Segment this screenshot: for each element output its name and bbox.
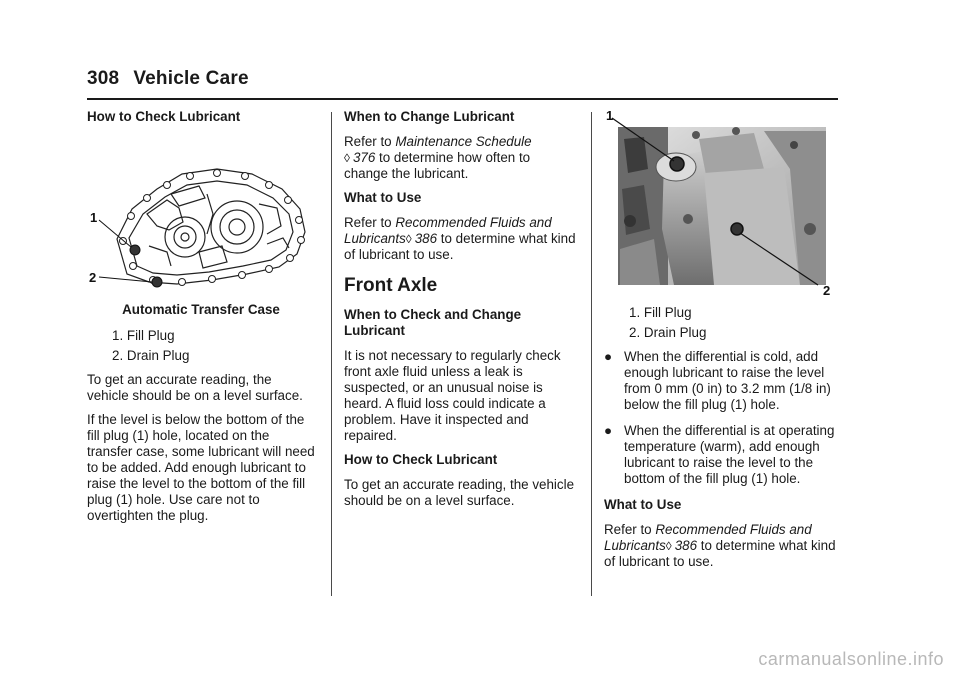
column-middle [344, 109, 576, 517]
heading-when-to-change: When to Change Lubricant [344, 109, 515, 124]
heading-what-to-use: What to Use [344, 190, 422, 205]
page-header [87, 68, 249, 90]
heading-how-to-check: How to Check Lubricant [344, 452, 498, 467]
page-ref[interactable]: 386 [674, 538, 698, 553]
list-item: 2. Drain Plug [112, 348, 190, 363]
list-item: ● When the differential is cold, add enough lubricant to raise the level from 0 mm (0 in) to 3.2 mm (1/8 in) below the fill plug (1) hole. [604, 349, 831, 412]
heading-how-to-check: How to Check Lubricant [87, 109, 241, 124]
fill-plug-marker [130, 245, 140, 255]
front-axle-photo [604, 109, 840, 299]
header-rule [87, 98, 838, 100]
gear-small [165, 217, 205, 257]
page-number: 308 [87, 68, 120, 89]
page-ref-icon: ◊ [344, 151, 350, 165]
section-title: Front Axle [344, 275, 438, 296]
watermark: carmanualsonline.info [758, 649, 944, 669]
list-item: 1. Fill Plug [629, 305, 692, 320]
xref-recommended-fluids[interactable]: Recommended Fluids and Lubricants [604, 522, 812, 553]
figure-legend [87, 328, 315, 364]
figure-caption: Automatic Transfer Case [122, 302, 280, 317]
paragraph: Refer to Recommended Fluids and Lubricants◊ 386 to determine what kind of lubricant to use. [604, 522, 836, 569]
paragraph: It is not necessary to regularly check front axle fluid unless a leak is suspected, or an unusual noise is heard. A fluid loss could indicate a problem. Have it inspected and repaired. [344, 348, 561, 443]
bullet-icon: ● [604, 423, 613, 438]
transfer-case-illustration [87, 134, 317, 294]
column-right [604, 109, 840, 578]
paragraph: If the level is below the bottom of the fill plug (1) hole, located on the transfer case, some lubricant will need to be added. Add enough lubricant to raise the level to the bottom of the fill plug (1) hole. Use care not to overtighten the plug. [87, 412, 315, 523]
xref-recommended-fluids[interactable]: Recommended Fluids and Lubricants [344, 215, 552, 246]
list-item: 2. Drain Plug [629, 325, 707, 340]
list-item: ● When the differential is at operating temperature (warm), add enough lubricant to raise the level to the bottom of the fill plug (1) hole. [604, 423, 835, 486]
page-ref[interactable]: 386 [414, 231, 438, 246]
column-left [87, 109, 315, 532]
list-item: 1. Fill Plug [112, 328, 175, 343]
figure-label-1: 1 [606, 109, 614, 123]
figure-label-1: 1 [90, 210, 98, 225]
figure-legend [604, 305, 840, 341]
heading-what-to-use: What to Use [604, 497, 682, 512]
page-ref-icon: ◊ [665, 539, 672, 553]
paragraph: Refer to Maintenance Schedule ◊ 376 to determine how often to change the lubricant. [344, 134, 532, 181]
bullet-list [604, 349, 840, 487]
column-divider [331, 112, 332, 596]
figure-label-2: 2 [89, 270, 97, 285]
paragraph: To get an accurate reading, the vehicle should be on a level surface. [344, 477, 575, 508]
column-divider [591, 112, 592, 596]
xref-maintenance-schedule[interactable]: Maintenance Schedule [395, 134, 532, 149]
page-ref-icon: ◊ [405, 232, 412, 246]
drain-plug-marker [152, 277, 162, 287]
heading-when-to-check-change: When to Check and Change Lubricant [344, 307, 522, 338]
paragraph: Refer to Recommended Fluids and Lubricants◊ 386 to determine what kind of lubricant to use. [344, 215, 576, 262]
page-title: Vehicle Care [133, 68, 249, 89]
gear-large [211, 201, 263, 253]
bullet-icon: ● [604, 349, 613, 364]
paragraph: To get an accurate reading, the vehicle should be on a level surface. [87, 372, 303, 403]
figure-label-2: 2 [823, 283, 831, 298]
page-ref[interactable]: 376 [352, 150, 376, 165]
